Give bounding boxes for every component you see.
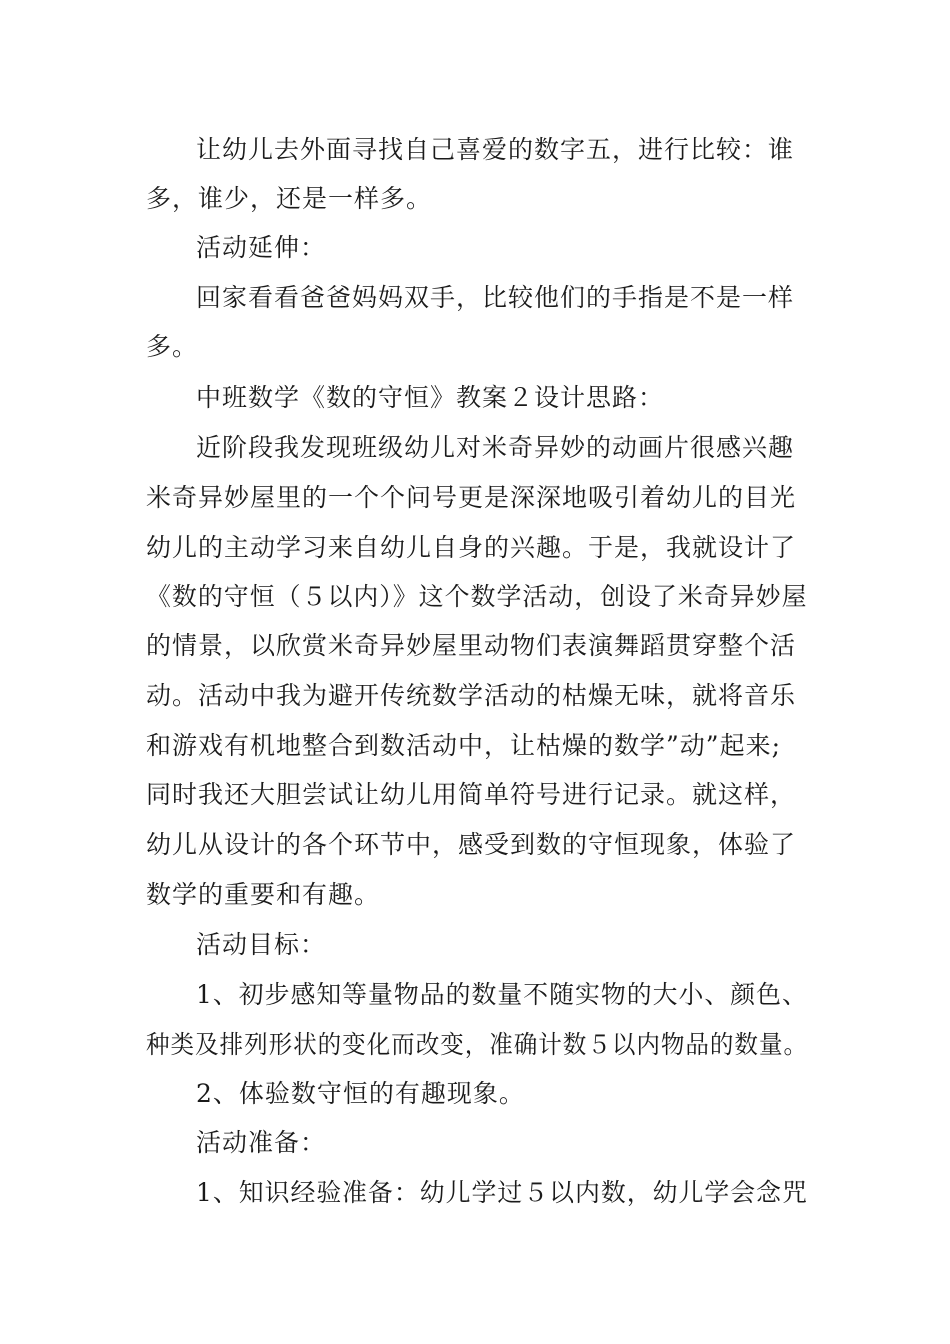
text-line: 1、初步感知等量物品的数量不随实物的大小、颜色、 [196,980,808,1009]
text-line: 《数的守恒（５以内）》这个数学活动，创设了米奇异妙屋 [146,582,808,611]
text-line: 动。活动中我为避开传统数学活动的枯燥无味，就将音乐 [146,681,797,710]
text-line: 数学的重要和有趣。 [146,880,381,909]
text-line: 米奇异妙屋里的一个个问号更是深深地吸引着幼儿的目光 [146,483,797,512]
text-line: 和游戏有机地整合到数活动中，让枯燥的数学”动”起来; [146,731,781,760]
section-heading: 活动目标： [196,930,327,959]
section-heading: 活动准备： [196,1128,327,1157]
text-line: 多。 [146,332,199,361]
text-line: 1、知识经验准备：幼儿学过５以内数，幼儿学会念咒 [196,1178,808,1207]
section-heading: 中班数学《数的守恒》教案２设计思路： [196,383,665,412]
text-line: 同时我还大胆尝试让幼儿用简单符号进行记录。就这样， [146,780,797,809]
text-line: 多，谁少，还是一样多。 [146,184,433,213]
text-line: 幼儿的主动学习来自幼儿自身的兴趣。于是，我就设计了 [146,533,797,562]
text-line: 幼儿从设计的各个环节中，感受到数的守恒现象，体验了 [146,830,797,859]
text-line: 让幼儿去外面寻找自己喜爱的数字五，进行比较：谁 [196,135,795,164]
section-heading: 活动延伸： [196,233,327,262]
text-line: 回家看看爸爸妈妈双手，比较他们的手指是不是一样 [196,283,795,312]
text-line: 2、体验数守恒的有趣现象。 [196,1079,525,1108]
text-line: 种类及排列形状的变化而改变，准确计数５以内物品的数量。 [146,1030,809,1059]
text-line: 的情景，以欣赏米奇异妙屋里动物们表演舞蹈贯穿整个活 [146,631,797,660]
text-line: 近阶段我发现班级幼儿对米奇异妙的动画片很感兴趣 [196,433,795,462]
